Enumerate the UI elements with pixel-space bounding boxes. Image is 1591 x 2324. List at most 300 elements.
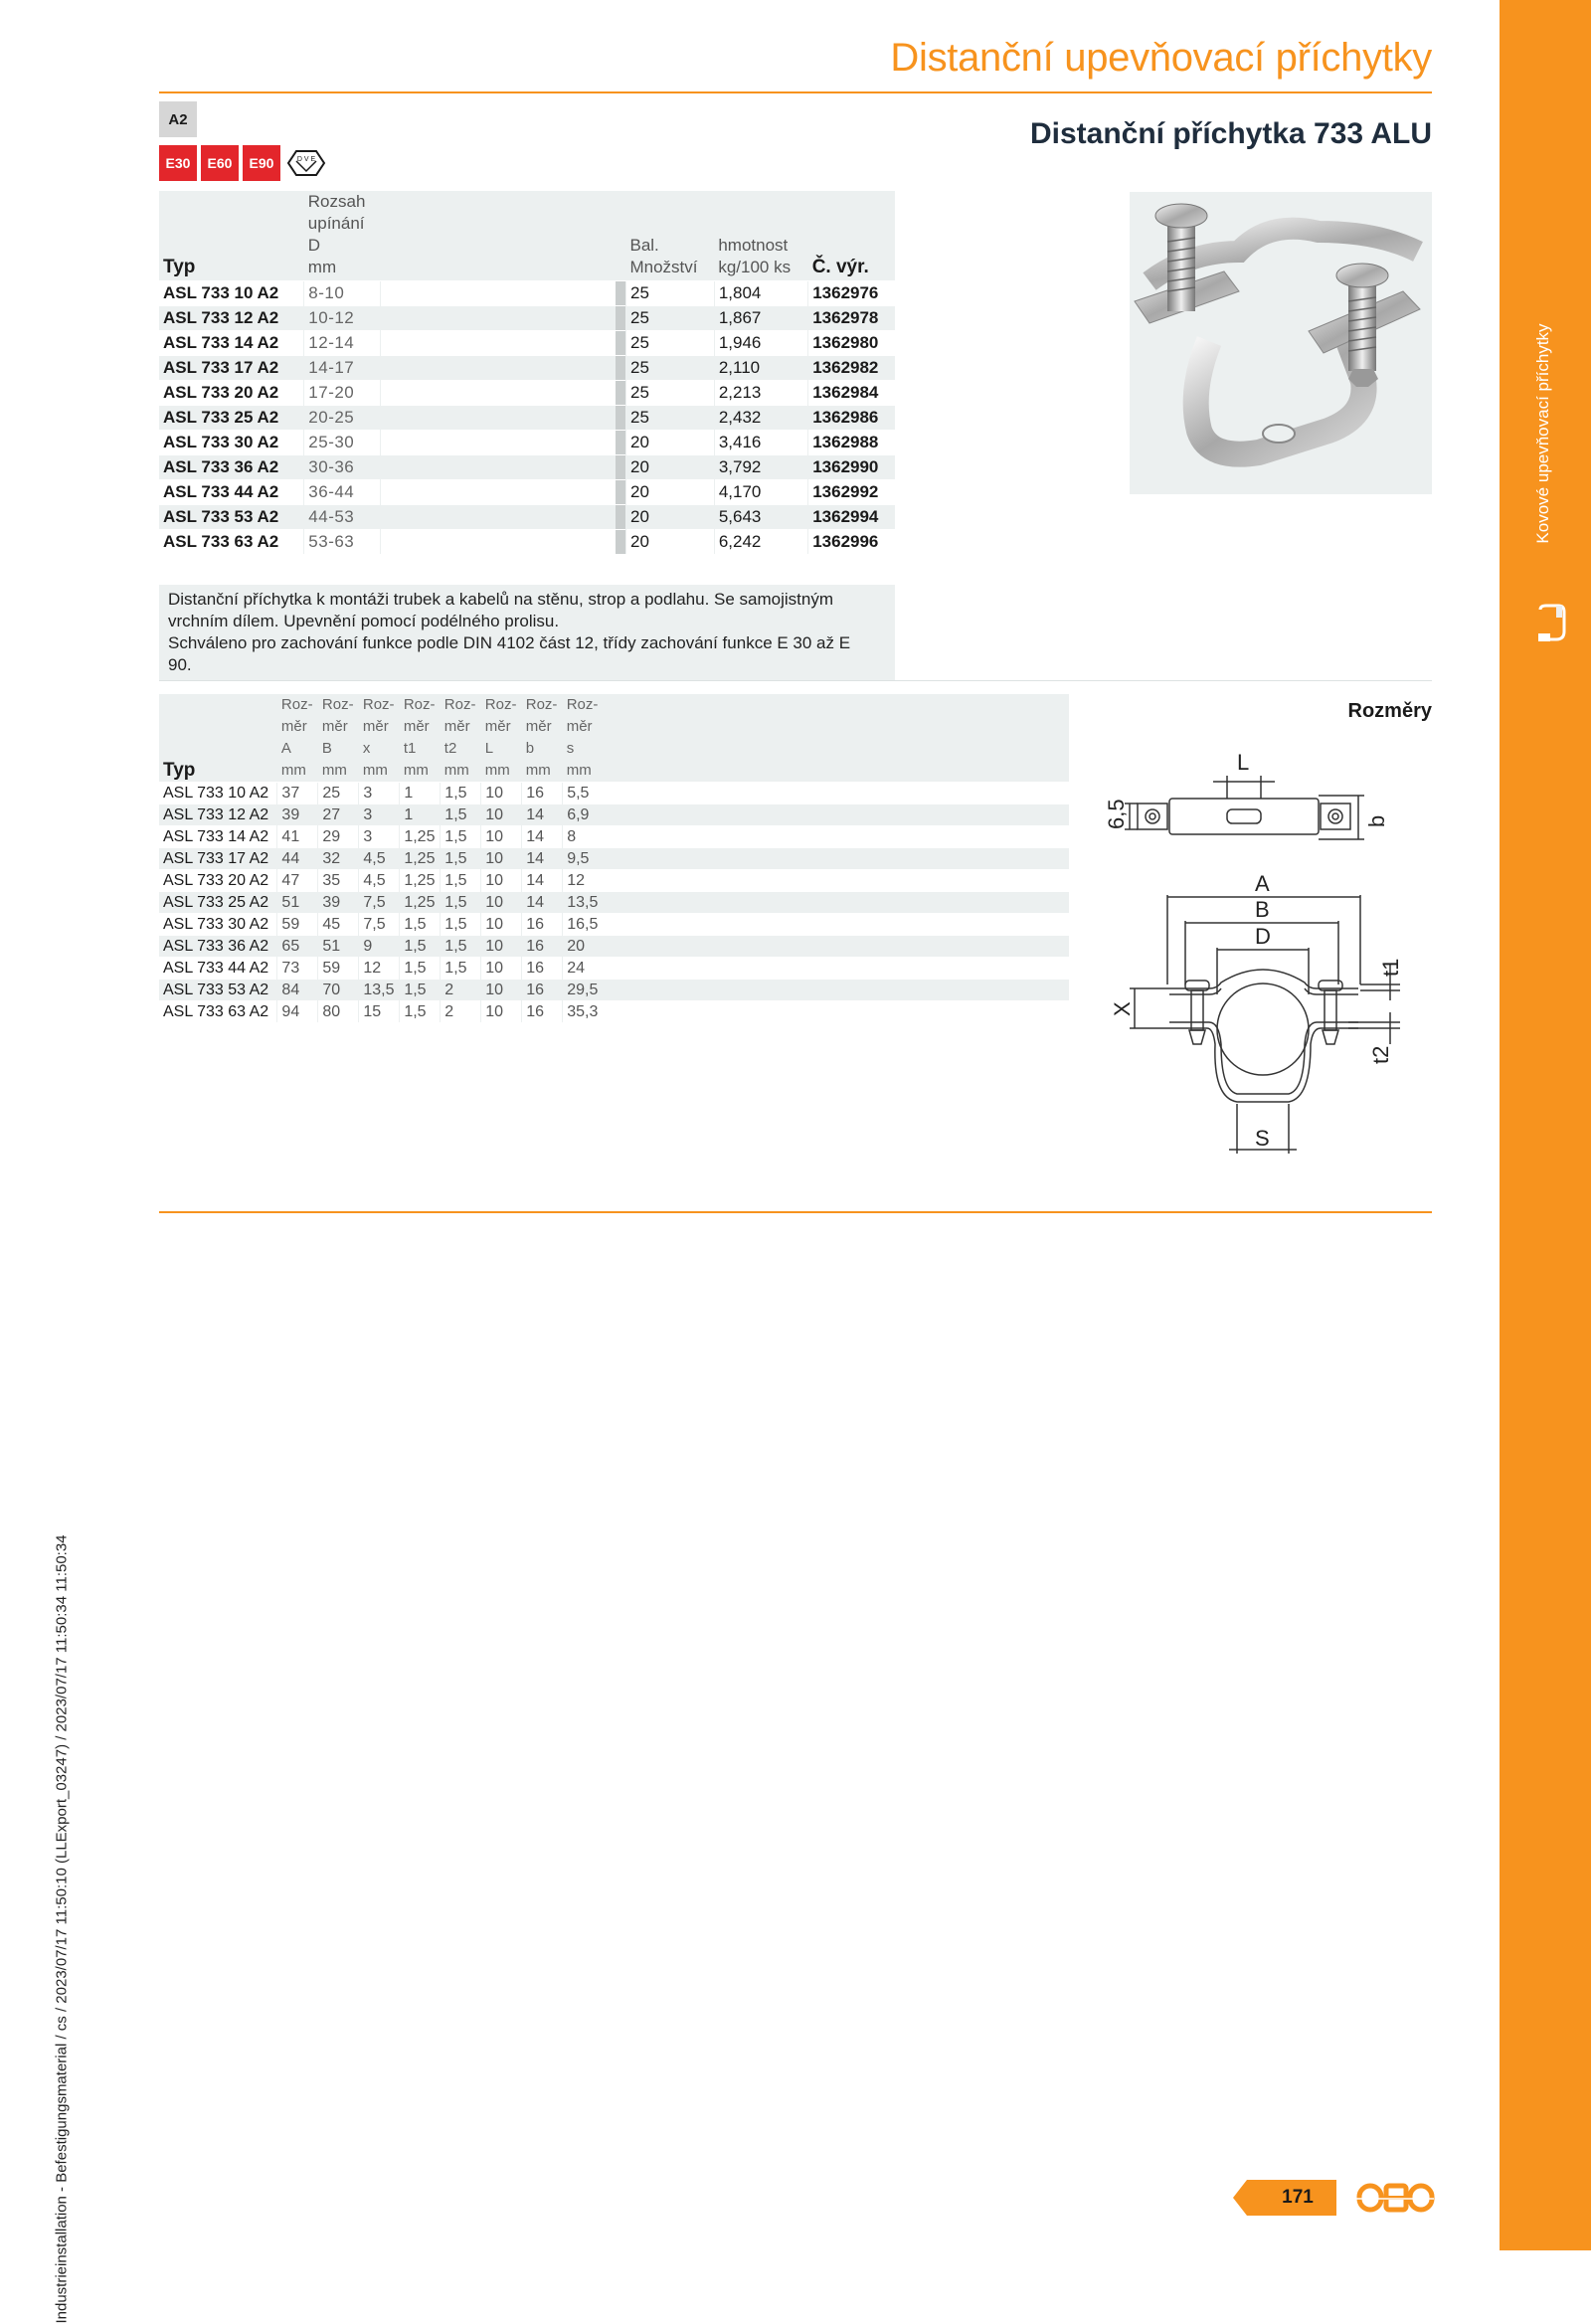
dim-cell-value: 10 — [481, 804, 522, 826]
order-cell-spacer — [380, 381, 616, 406]
dim-cell-value: 1,5 — [441, 936, 481, 958]
order-cell-article-number: 1362986 — [808, 406, 895, 431]
dim-cell-filler — [603, 1001, 1069, 1023]
material-badge: A2 — [159, 101, 197, 137]
source-info: Industrieinstallation - Befestigungsmaterial / cs / 2023/07/17 11:50:10 (LLExport_03247) / 2023/07/17 11:50:34 11:50:34 — [53, 1534, 71, 2324]
dim-col-header-line: měr — [403, 718, 430, 735]
dim-cell-value: 10 — [481, 783, 522, 804]
dim-cell-typ: ASL 733 36 A2 — [159, 936, 277, 958]
dim-cell-value: 14 — [522, 826, 563, 848]
dim-col-header-line: mm — [321, 762, 347, 779]
dim-cell-value: 12 — [359, 958, 400, 980]
order-cell-spacer — [380, 356, 616, 381]
order-cell-range: 25-30 — [304, 431, 381, 455]
order-cell-spacer — [380, 306, 616, 331]
product-description — [159, 585, 895, 680]
dim-col-header — [441, 694, 481, 783]
dim-cell-filler — [603, 958, 1069, 980]
order-cell-typ: ASL 733 25 A2 — [159, 406, 304, 431]
order-cell-spacer — [380, 505, 616, 530]
dim-cell-value: 41 — [277, 826, 318, 848]
order-cell-qty: 20 — [625, 455, 714, 480]
dim-cell-value: 70 — [318, 980, 359, 1001]
dim-cell-value: 10 — [481, 980, 522, 1001]
dim-cell-value: 10 — [481, 936, 522, 958]
order-row — [159, 406, 895, 431]
dim-cell-value: 29 — [318, 826, 359, 848]
page-title: Distanční upevňovací příchytky — [890, 36, 1432, 80]
order-cell-separator — [616, 306, 626, 331]
order-cell-article-number: 1362984 — [808, 381, 895, 406]
dim-cell-value: 12 — [563, 870, 603, 892]
dim-cell-value: 1,5 — [441, 804, 481, 826]
order-cell-typ: ASL 733 12 A2 — [159, 306, 304, 331]
order-cell-separator — [616, 455, 626, 480]
fire-badge-e30: E30 — [159, 145, 197, 181]
dim-cell-value: 3 — [359, 783, 400, 804]
order-cell-range: 36-44 — [304, 480, 381, 505]
dim-col-header-line: měr — [484, 718, 511, 735]
dim-col-header-line: měr — [280, 718, 307, 735]
order-cell-weight: 4,170 — [714, 480, 807, 505]
order-cell-typ: ASL 733 14 A2 — [159, 331, 304, 356]
dim-cell-value: 16 — [522, 783, 563, 804]
dim-col-header-line: mm — [525, 762, 551, 779]
col-range-l1: Rozsah — [307, 192, 366, 211]
order-cell-qty: 20 — [625, 480, 714, 505]
dim-cell-value: 39 — [277, 804, 318, 826]
dim-cell-value: 10 — [481, 848, 522, 870]
order-cell-weight: 1,804 — [714, 281, 807, 306]
dim-col-header-line: měr — [443, 718, 470, 735]
order-cell-range: 53-63 — [304, 530, 381, 555]
col-qty — [625, 191, 714, 281]
dim-cell-value: 1,5 — [441, 848, 481, 870]
footer-rule — [159, 1211, 1432, 1213]
dim-col-header-line: Roz- — [321, 696, 354, 713]
obo-logo — [1356, 2178, 1434, 2218]
dim-cell-value: 3 — [359, 826, 400, 848]
dim-cell-typ: ASL 733 20 A2 — [159, 870, 277, 892]
description-line: vrchním dílem. Upevnění pomocí podélného prolisu. — [168, 612, 560, 630]
section-divider — [159, 680, 1432, 681]
dim-row — [159, 826, 1069, 848]
col-range-l2: upínání — [307, 214, 365, 233]
dim-row — [159, 870, 1069, 892]
dim-cell-typ: ASL 733 44 A2 — [159, 958, 277, 980]
dim-cell-value: 10 — [481, 958, 522, 980]
dim-cell-value: 32 — [318, 848, 359, 870]
dim-cell-value: 44 — [277, 848, 318, 870]
dim-cell-filler — [603, 936, 1069, 958]
order-cell-qty: 25 — [625, 406, 714, 431]
order-table-header — [159, 191, 895, 281]
order-cell-typ: ASL 733 63 A2 — [159, 530, 304, 555]
dim-cell-value: 7,5 — [359, 892, 400, 914]
dimension-drawing — [1104, 746, 1408, 1163]
dimension-table — [159, 694, 1069, 1022]
dim-col-header-line: měr — [362, 718, 389, 735]
dim-cell-value: 35 — [318, 870, 359, 892]
col-qty-l1: Bal. — [629, 236, 659, 255]
order-cell-separator — [616, 505, 626, 530]
dim-cell-value: 1,5 — [400, 980, 441, 1001]
dimension-table-header — [159, 694, 1069, 783]
dim-cell-value: 16 — [522, 914, 563, 936]
order-cell-weight: 1,867 — [714, 306, 807, 331]
dim-cell-value: 20 — [563, 936, 603, 958]
dim-cell-filler — [603, 826, 1069, 848]
col-range — [304, 191, 381, 281]
dim-label-t1: t1 — [1378, 958, 1403, 977]
order-cell-qty: 25 — [625, 281, 714, 306]
order-cell-qty: 25 — [625, 331, 714, 356]
order-cell-weight: 6,242 — [714, 530, 807, 555]
order-cell-spacer — [380, 455, 616, 480]
dim-col-header — [359, 694, 400, 783]
order-cell-weight: 3,416 — [714, 431, 807, 455]
dim-cell-value: 15 — [359, 1001, 400, 1023]
product-photo — [1130, 192, 1432, 494]
dim-cell-value: 8 — [563, 826, 603, 848]
order-cell-separator — [616, 406, 626, 431]
order-cell-weight: 2,432 — [714, 406, 807, 431]
dim-cell-value: 1,25 — [400, 826, 441, 848]
product-title: Distanční příchytka 733 ALU — [1029, 117, 1432, 150]
dim-cell-value: 39 — [318, 892, 359, 914]
dim-cell-value: 27 — [318, 804, 359, 826]
dim-col-header — [318, 694, 359, 783]
order-cell-article-number: 1362992 — [808, 480, 895, 505]
dim-cell-value: 25 — [318, 783, 359, 804]
dim-cell-filler — [603, 914, 1069, 936]
clip-icon — [1534, 602, 1568, 645]
dim-cell-value: 2 — [441, 1001, 481, 1023]
dim-row — [159, 783, 1069, 804]
order-cell-range: 30-36 — [304, 455, 381, 480]
dim-cell-value: 1 — [400, 804, 441, 826]
order-cell-typ: ASL 733 53 A2 — [159, 505, 304, 530]
col-gap — [380, 191, 616, 281]
order-cell-range: 44-53 — [304, 505, 381, 530]
order-cell-article-number: 1362976 — [808, 281, 895, 306]
dim-row — [159, 936, 1069, 958]
dim-cell-filler — [603, 870, 1069, 892]
dim-cell-value: 1,5 — [441, 892, 481, 914]
dim-cell-value: 16 — [522, 980, 563, 1001]
dim-row — [159, 892, 1069, 914]
dim-col-filler — [603, 694, 1069, 783]
sidebar-label: Kovové upevňovací příchytky — [1533, 323, 1552, 544]
col-weight-l1: hmotnost — [718, 236, 789, 255]
order-cell-spacer — [380, 406, 616, 431]
dim-col-header — [563, 694, 603, 783]
dim-cell-value: 6,9 — [563, 804, 603, 826]
order-cell-range: 14-17 — [304, 356, 381, 381]
order-cell-range: 12-14 — [304, 331, 381, 356]
order-cell-separator — [616, 480, 626, 505]
dim-cell-filler — [603, 892, 1069, 914]
order-cell-weight: 2,110 — [714, 356, 807, 381]
order-cell-typ: ASL 733 44 A2 — [159, 480, 304, 505]
dim-col-header-line: B — [321, 740, 332, 757]
order-cell-weight: 3,792 — [714, 455, 807, 480]
order-cell-qty: 20 — [625, 530, 714, 555]
dim-cell-filler — [603, 804, 1069, 826]
dim-cell-typ: ASL 733 63 A2 — [159, 1001, 277, 1023]
col-weight-l2: kg/100 ks — [718, 258, 792, 276]
order-cell-article-number: 1362996 — [808, 530, 895, 555]
col-art: Č. výr. — [811, 257, 869, 277]
vde-icon — [286, 145, 326, 181]
dim-cell-value: 3 — [359, 804, 400, 826]
order-cell-separator — [616, 381, 626, 406]
dim-row — [159, 980, 1069, 1001]
dim-cell-value: 35,3 — [563, 1001, 603, 1023]
dim-label-A: A — [1255, 871, 1270, 896]
dim-cell-value: 13,5 — [563, 892, 603, 914]
dim-cell-value: 10 — [481, 870, 522, 892]
page-number: 171 — [1282, 2187, 1314, 2208]
dim-cell-value: 10 — [481, 892, 522, 914]
col-weight — [714, 191, 807, 281]
dim-row — [159, 804, 1069, 826]
dim-col-header-line: Roz- — [280, 696, 313, 713]
order-cell-article-number: 1362990 — [808, 455, 895, 480]
dim-col-header-line: mm — [566, 762, 592, 779]
order-cell-typ: ASL 733 20 A2 — [159, 381, 304, 406]
header-rule — [159, 91, 1432, 93]
dim-cell-value: 1,5 — [441, 783, 481, 804]
dim-col-header-line: t2 — [443, 740, 457, 757]
dim-col-header-line: x — [362, 740, 371, 757]
dim-label-D: D — [1255, 924, 1271, 949]
fire-badge-e90: E90 — [243, 145, 280, 181]
fire-badge-e60: E60 — [201, 145, 239, 181]
dim-cell-value: 24 — [563, 958, 603, 980]
order-cell-qty: 20 — [625, 431, 714, 455]
dim-cell-value: 10 — [481, 1001, 522, 1023]
order-cell-article-number: 1362994 — [808, 505, 895, 530]
dim-cell-value: 1 — [400, 783, 441, 804]
order-cell-spacer — [380, 480, 616, 505]
dim-label-t2: t2 — [1368, 1045, 1393, 1064]
dim-cell-value: 9,5 — [563, 848, 603, 870]
col-typ: Typ — [163, 257, 196, 277]
dim-cell-value: 51 — [277, 892, 318, 914]
dim-cell-value: 1,5 — [441, 870, 481, 892]
order-cell-range: 8-10 — [304, 281, 381, 306]
order-row — [159, 381, 895, 406]
dim-cell-value: 2 — [441, 980, 481, 1001]
dim-cell-value: 7,5 — [359, 914, 400, 936]
dim-cell-typ: ASL 733 12 A2 — [159, 804, 277, 826]
order-cell-typ: ASL 733 17 A2 — [159, 356, 304, 381]
dim-cell-value: 9 — [359, 936, 400, 958]
order-cell-qty: 25 — [625, 356, 714, 381]
dim-cell-value: 1,25 — [400, 848, 441, 870]
dim-col-header-line: měr — [566, 718, 593, 735]
dim-col-header-line: měr — [321, 718, 348, 735]
order-cell-qty: 20 — [625, 505, 714, 530]
dim-cell-value: 1,5 — [400, 958, 441, 980]
order-row — [159, 306, 895, 331]
dim-cell-value: 13,5 — [359, 980, 400, 1001]
dim-cell-value: 47 — [277, 870, 318, 892]
dim-col-header — [277, 694, 318, 783]
order-cell-typ: ASL 733 30 A2 — [159, 431, 304, 455]
order-row — [159, 455, 895, 480]
order-cell-article-number: 1362980 — [808, 331, 895, 356]
order-cell-separator — [616, 331, 626, 356]
order-row — [159, 530, 895, 555]
dim-cell-value: 1,5 — [441, 826, 481, 848]
dimensions-heading: Rozměry — [1347, 700, 1432, 722]
order-table — [159, 191, 895, 554]
dim-cell-value: 16,5 — [563, 914, 603, 936]
dim-col-header — [522, 694, 563, 783]
dim-cell-value: 16 — [522, 936, 563, 958]
dim-col-header-line: Roz- — [566, 696, 599, 713]
dim-cell-value: 4,5 — [359, 848, 400, 870]
dim-cell-value: 1,5 — [441, 914, 481, 936]
description-line: 90. — [168, 655, 192, 674]
dim-cell-value: 1,5 — [400, 914, 441, 936]
dim-cell-typ: ASL 733 10 A2 — [159, 783, 277, 804]
order-cell-separator — [616, 530, 626, 555]
order-row — [159, 480, 895, 505]
dim-label-L: L — [1237, 750, 1250, 775]
order-cell-article-number: 1362978 — [808, 306, 895, 331]
order-cell-separator — [616, 356, 626, 381]
dim-cell-value: 51 — [318, 936, 359, 958]
dim-col-header-line: b — [525, 740, 535, 757]
order-row — [159, 505, 895, 530]
dim-label-h: 6,5 — [1104, 799, 1129, 829]
order-cell-weight: 5,643 — [714, 505, 807, 530]
order-cell-article-number: 1362982 — [808, 356, 895, 381]
dim-cell-value: 4,5 — [359, 870, 400, 892]
dim-col-header — [481, 694, 522, 783]
dim-cell-value: 14 — [522, 870, 563, 892]
order-cell-separator — [616, 281, 626, 306]
dim-cell-value: 14 — [522, 804, 563, 826]
order-cell-typ: ASL 733 36 A2 — [159, 455, 304, 480]
dim-cell-value: 73 — [277, 958, 318, 980]
dim-col-header-line: Roz- — [403, 696, 436, 713]
dim-cell-value: 37 — [277, 783, 318, 804]
order-cell-article-number: 1362988 — [808, 431, 895, 455]
dim-col-header-line: mm — [403, 762, 429, 779]
dim-cell-typ: ASL 733 30 A2 — [159, 914, 277, 936]
order-cell-range: 10-12 — [304, 306, 381, 331]
order-cell-spacer — [380, 431, 616, 455]
dim-cell-value: 10 — [481, 826, 522, 848]
dim-row — [159, 914, 1069, 936]
dim-col-header-line: mm — [484, 762, 510, 779]
dim-cell-typ: ASL 733 25 A2 — [159, 892, 277, 914]
order-row — [159, 281, 895, 306]
dim-col-header-line: Roz- — [362, 696, 395, 713]
dim-cell-value: 65 — [277, 936, 318, 958]
dim-col-header-line: A — [280, 740, 291, 757]
dim-row — [159, 958, 1069, 980]
order-cell-typ: ASL 733 10 A2 — [159, 281, 304, 306]
dim-cell-typ: ASL 733 53 A2 — [159, 980, 277, 1001]
col-range-l4: mm — [307, 258, 337, 276]
dim-cell-value: 59 — [277, 914, 318, 936]
svg-text:D V E: D V E — [296, 156, 316, 163]
order-cell-spacer — [380, 530, 616, 555]
col-sep — [616, 191, 626, 281]
dim-col-header-line: Roz- — [443, 696, 476, 713]
col-range-l3: D — [307, 236, 321, 255]
dim-row — [159, 848, 1069, 870]
dim-cell-value: 1,25 — [400, 870, 441, 892]
fire-class-badges — [159, 145, 326, 181]
order-cell-range: 20-25 — [304, 406, 381, 431]
dim-col-header-line: L — [484, 740, 494, 757]
dim-col-header-line: mm — [280, 762, 306, 779]
dim-row — [159, 1001, 1069, 1023]
dim-cell-value: 1,5 — [441, 958, 481, 980]
dim-cell-value: 80 — [318, 1001, 359, 1023]
order-cell-range: 17-20 — [304, 381, 381, 406]
dim-col-header-line: měr — [525, 718, 552, 735]
dim-cell-value: 16 — [522, 1001, 563, 1023]
description-line: Schváleno pro zachování funkce podle DIN 4102 část 12, třídy zachování funkce E 30 až E — [168, 633, 851, 652]
dim-cell-value: 16 — [522, 958, 563, 980]
dim-cell-value: 14 — [522, 892, 563, 914]
dim-col-header-line: Roz- — [525, 696, 558, 713]
order-cell-weight: 1,946 — [714, 331, 807, 356]
dim-label-b: b — [1364, 814, 1389, 827]
dim-col-header-line: mm — [443, 762, 469, 779]
col-qty-l2: Množství — [629, 258, 698, 276]
order-cell-separator — [616, 431, 626, 455]
dim-cell-filler — [603, 848, 1069, 870]
dim-label-S: S — [1255, 1126, 1270, 1151]
order-cell-spacer — [380, 331, 616, 356]
order-cell-weight: 2,213 — [714, 381, 807, 406]
order-row — [159, 356, 895, 381]
dim-col-header-line: t1 — [403, 740, 417, 757]
dim-cell-typ: ASL 733 14 A2 — [159, 826, 277, 848]
dim-cell-value: 94 — [277, 1001, 318, 1023]
description-line: Distanční příchytka k montáži trubek a kabelů na stěnu, strop a podlahu. Se samojistným — [168, 590, 834, 609]
dim-label-B: B — [1255, 897, 1270, 922]
order-row — [159, 331, 895, 356]
order-cell-qty: 25 — [625, 381, 714, 406]
dim-col-header-line: s — [566, 740, 575, 757]
dim-cell-filler — [603, 980, 1069, 1001]
dim-col-typ: Typ — [163, 760, 196, 781]
dim-cell-value: 10 — [481, 914, 522, 936]
order-cell-spacer — [380, 281, 616, 306]
dim-cell-value: 5,5 — [563, 783, 603, 804]
dim-cell-value: 1,5 — [400, 936, 441, 958]
order-cell-qty: 25 — [625, 306, 714, 331]
dim-cell-value: 59 — [318, 958, 359, 980]
dim-col-header — [400, 694, 441, 783]
dim-col-header-line: mm — [362, 762, 388, 779]
dim-cell-value: 45 — [318, 914, 359, 936]
dim-cell-filler — [603, 783, 1069, 804]
dim-cell-value: 1,25 — [400, 892, 441, 914]
dim-col-header-line: Roz- — [484, 696, 517, 713]
dim-cell-value: 84 — [277, 980, 318, 1001]
dim-cell-value: 29,5 — [563, 980, 603, 1001]
